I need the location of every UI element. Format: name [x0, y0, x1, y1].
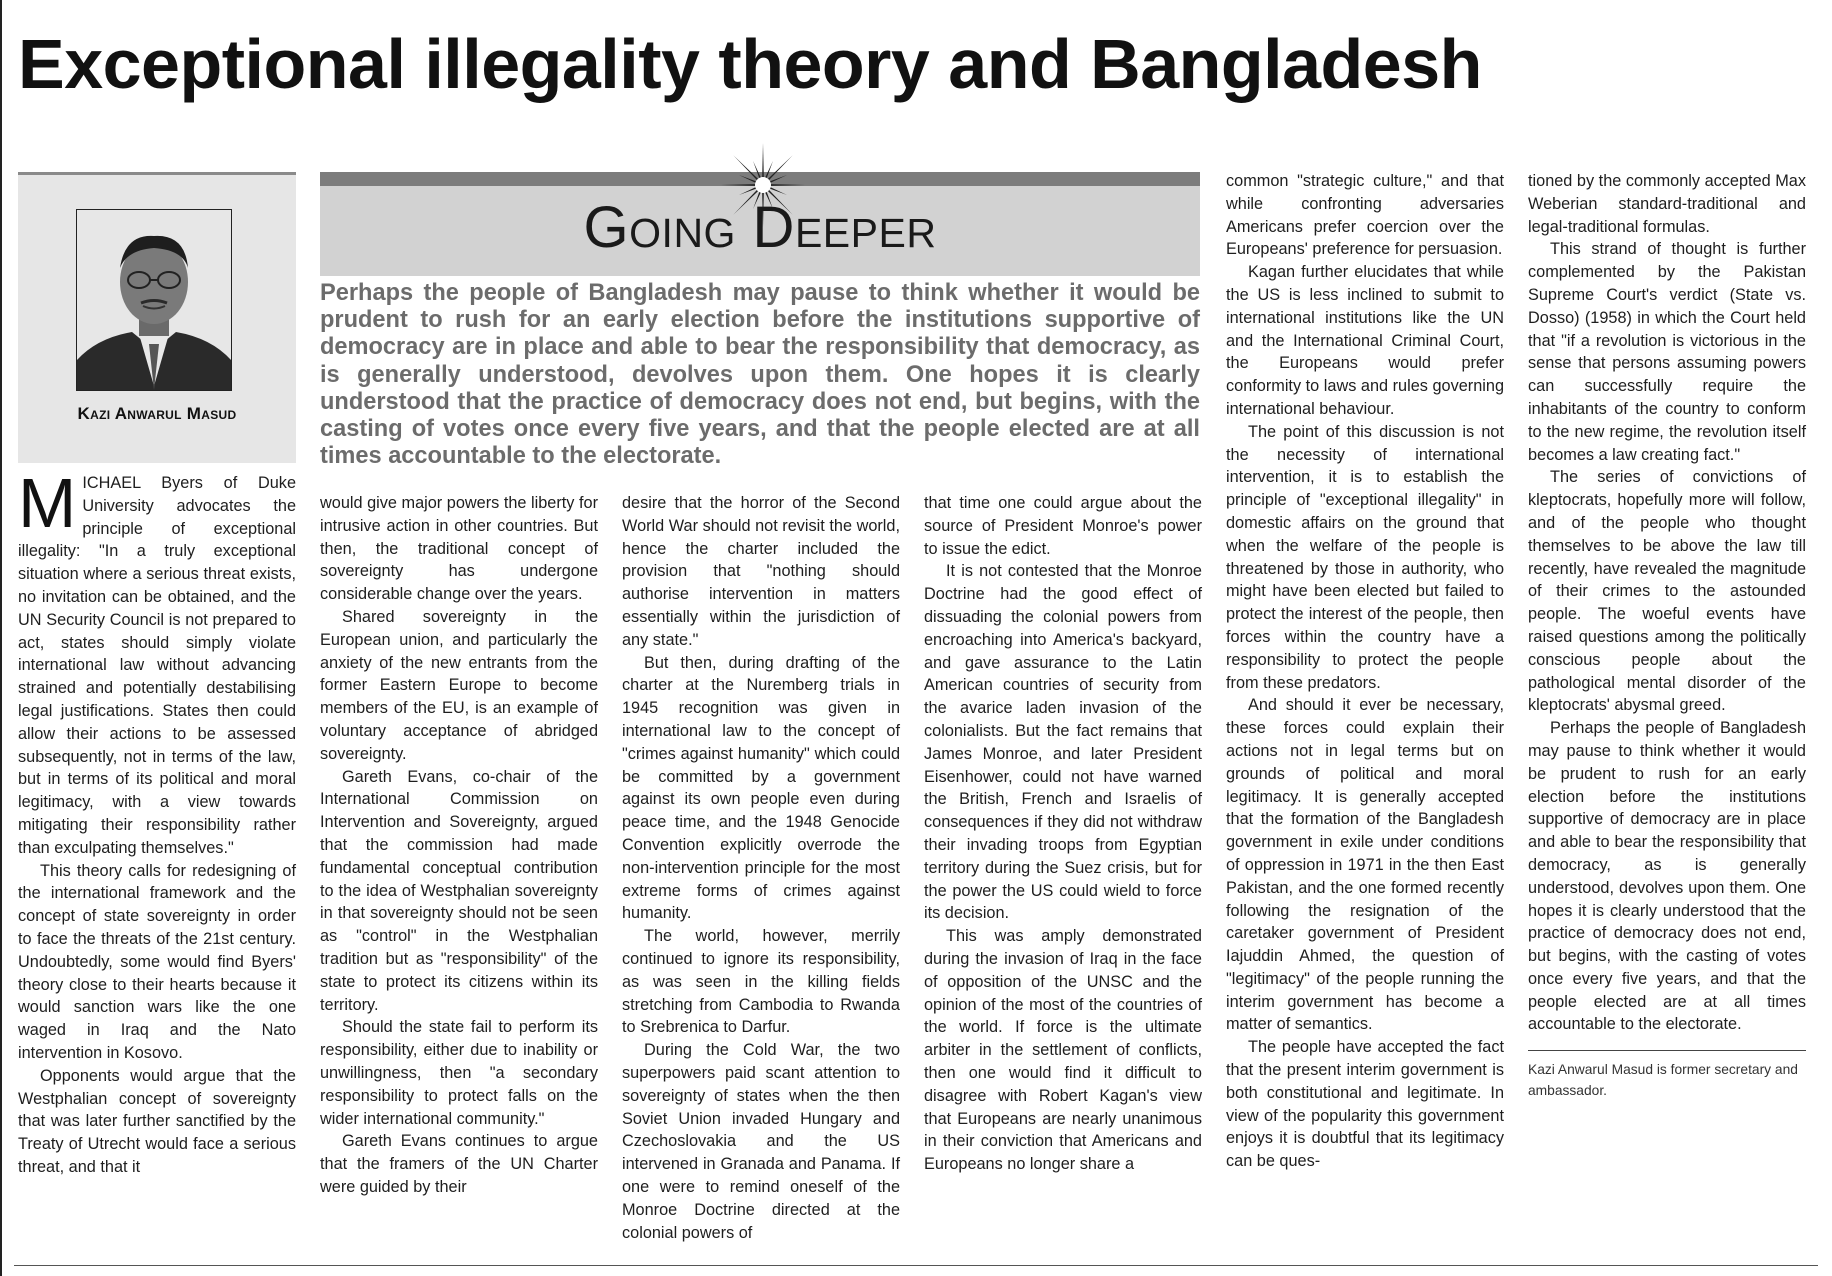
- author-box: [18, 172, 296, 463]
- paragraph: Gareth Evans continues to argue that the framers of the UN Charter were guided by their: [320, 1132, 598, 1196]
- bio-divider: [1528, 1050, 1806, 1051]
- paragraph: would give major powers the liberty for intrusive action in other countries. But then, the traditional concept of sovereignty has undergone considerable change over the years.: [320, 494, 598, 604]
- pull-quote: Perhaps the people of Bangladesh may pause to think whether it would be prudent to rush for an early election before the institutions supportive of democracy are in place and able to bear the responsibility that democracy, as is generally understood, devolves upon them. One hopes it is clearly understood that the practice of democracy does not end, but begins, with the casting of votes once every five years, and that the people elected are at all times accountable to the electorate.: [320, 280, 1200, 470]
- paragraph: common "strategic culture," and that while confronting adversaries Americans prefer coercion over the Europeans' preference for persuasion.: [1226, 172, 1504, 259]
- headline: Exceptional illegality theory and Bangladesh: [18, 25, 1482, 103]
- paragraph: This theory calls for redesigning of the international framework and the concept of state sovereignty in order to face the threats of the 21st century. Undoubtedly, some would find Byers' theory close to their hearts because it would sanction wars like the one waged in Iraq and the Nato intervention in Kosovo.: [18, 861, 296, 1062]
- paragraph: Shared sovereignty in the European union, and particularly the anxiety of the new entrants from the former Eastern Europe to become members of the EU, is an example of voluntary acceptance of abridged sovereignty.: [320, 607, 598, 763]
- paragraph: And should it ever be necessary, these forces could explain their actions not in legal terms but on grounds of political and moral legitimacy. It is generally accepted that the formation of the Bangladesh government in exile under conditions of oppression in 1971 in the then East Pakistan, and the one formed recently following the resignation of the caretaker government of President Iajuddin Ahmed, the question of "legitimacy" of the people running the interim government has become a matter of semantics.: [1226, 696, 1504, 1034]
- paragraph: Should the state fail to perform its responsibility, either due to inability or unwillingness, then "a secondary responsibility to protect falls on the wider international community.": [320, 1018, 598, 1128]
- paragraph: desire that the horror of the Second World War should not revisit the world, hence the charter included the provision that "nothing should authorise intervention in matters essentially within the jurisdiction of any state.": [622, 494, 900, 649]
- section-label: Going Deeper: [583, 195, 937, 260]
- paragraph: The people have accepted the fact that the present interim government is both constitutional and legitimate. In view of the popularity this government enjoys it is doubtful that its legitimacy can be ques-: [1226, 1038, 1504, 1171]
- paragraph: The world, however, merrily continued to ignore its responsibility, as was seen in the killing fields stretching from Cambodia to Rwanda to Srebrenica to Darfur.: [622, 927, 900, 1037]
- paragraph: The point of this discussion is not the necessity of international intervention, it is to establish the principle of "exceptional illegality" in domestic affairs on the ground that when the welfare of the people is threatened by those in authority, who might have been elected but failed to protect the interest of the people, then forces within the country have a responsibility to protect the people from these predators.: [1226, 422, 1504, 692]
- author-name: Kazi Anwarul Masud: [77, 404, 237, 423]
- paragraph: This strand of thought is further complemented by the Pakistan Supreme Court's verdict (State vs. Dosso) (1958) in which the Court held that "if a revolution is victorious in the sense that persons assuming powers can successfully require the inhabitants of the country to conform to the new regime, the revolution itself becomes a law creating fact.": [1528, 240, 1806, 464]
- author-bio: Kazi Anwarul Masud is former secretary and ambassador.: [1528, 1062, 1798, 1099]
- page-left-border: [0, 0, 2, 1276]
- paragraph: Opponents would argue that the Westphalian concept of sovereignty that was later further sanctified by the Treaty of Utrecht would face a serious threat, and that it: [18, 1066, 296, 1176]
- paragraph: Perhaps the people of Bangladesh may pause to think whether it would be prudent to rush for an early election before the institutions supportive of democracy are in place and able to bear the responsibility that democracy, as is generally understood, devolves upon them. One hopes it is clearly understood that the practice of democracy does not end, but begins, with the casting of votes once every five years, and that the people elected are at all times accountable to the electorate.: [1528, 719, 1806, 1034]
- paragraph: But then, during drafting of the charter at the Nuremberg trials in 1945 recognition was given in international law to the concept of "crimes against humanity" which could be committed by a government against its own people even during peace time, and the 1948 Genocide Convention explicitly overrode the non-intervention principle for the most extreme forms of crimes against humanity.: [622, 653, 900, 923]
- paragraph: It is not contested that the Monroe Doctrine had the good effect of dissuading the colonial powers from encroaching into America's backyard, and gave assurance to the Latin American countries of security from the avarice laden invasion of the colonialists. But the fact remains that James Monroe, and later President Eisenhower, could not have warned the British, French and Israelis of consequences if they did not withdraw their invading troops from Egyptian territory during the Suez crisis, but for the power the US could wield to force its decision.: [924, 562, 1202, 923]
- bottom-rule: [14, 1265, 1818, 1266]
- drop-cap: M: [18, 464, 77, 542]
- paragraph: During the Cold War, the two superpowers paid scant attention to sovereignty of states when the then Soviet Union invaded Hungary and Czechoslovakia and the US intervened in Granada and Panama. If one were to remind oneself of the Monroe Doctrine directed at the colonial powers of: [622, 1041, 900, 1242]
- paragraph-text: ICHAEL Byers of Duke University advocates the principle of exceptional illegality: "In a truly exceptional situation where a serious threat exists, no invitation can be obtained, and the UN Security Council is not prepared to act, states should simply violate international law without advancing strained and potentially destabilising legal justifications. States then could allow their actions to be assessed subsequently, not in terms of the law, but in terms of its political and moral legitimacy, with a view towards mitigating their responsibility rather than exculpating themselves.": [18, 474, 296, 857]
- paragraph: [18, 464, 296, 860]
- paragraph: This was amply demonstrated during the invasion of Iraq in the face of opposition of the UNSC and the opinion of the most of the countries of the world. If force is the ultimate arbiter in the settlement of conflicts, then one would find it difficult to disagree with Robert Kagan's view that Europeans are nearly unanimous in their conviction that Americans and Europeans no longer share a: [924, 927, 1202, 1174]
- column-3: [622, 492, 900, 1244]
- paragraph: that time one could argue about the source of President Monroe's power to issue the edict.: [924, 494, 1202, 558]
- paragraph: Gareth Evans, co-chair of the International Commission on Intervention and Sovereignty, argued that the commission had made fundamental conceptual contribution to the idea of Westphalian sovereignty in that sovereignty should not be seen as "control" in the Westphalian tradition but as "responsibility" of the state to protect its citizens within its territory.: [320, 767, 598, 1014]
- author-photo: [76, 209, 232, 391]
- column-5: [1226, 170, 1504, 1173]
- column-6: [1528, 170, 1806, 1101]
- paragraph: The series of convictions of kleptocrats, hopefully more will follow, and of the people who thought themselves to be above the law till recently, have revealed the magnitude of their crimes to the astounded people. The woeful events have raised questions among the politically conscious people about the pathological mental disorder of the kleptocrats' abysmal greed.: [1528, 468, 1806, 715]
- paragraph: tioned by the commonly accepted Max Weberian standard-traditional and legal-traditional formulas.: [1528, 172, 1806, 236]
- column-4: [924, 492, 1202, 1176]
- column-2: [320, 492, 598, 1199]
- paragraph: Kagan further elucidates that while the US is less inclined to submit to international institutions like the UN and the International Criminal Court, the Europeans would prefer conformity to laws and rules governing international behaviour.: [1226, 263, 1504, 418]
- author-portrait: [77, 210, 231, 390]
- column-1: [18, 464, 296, 1179]
